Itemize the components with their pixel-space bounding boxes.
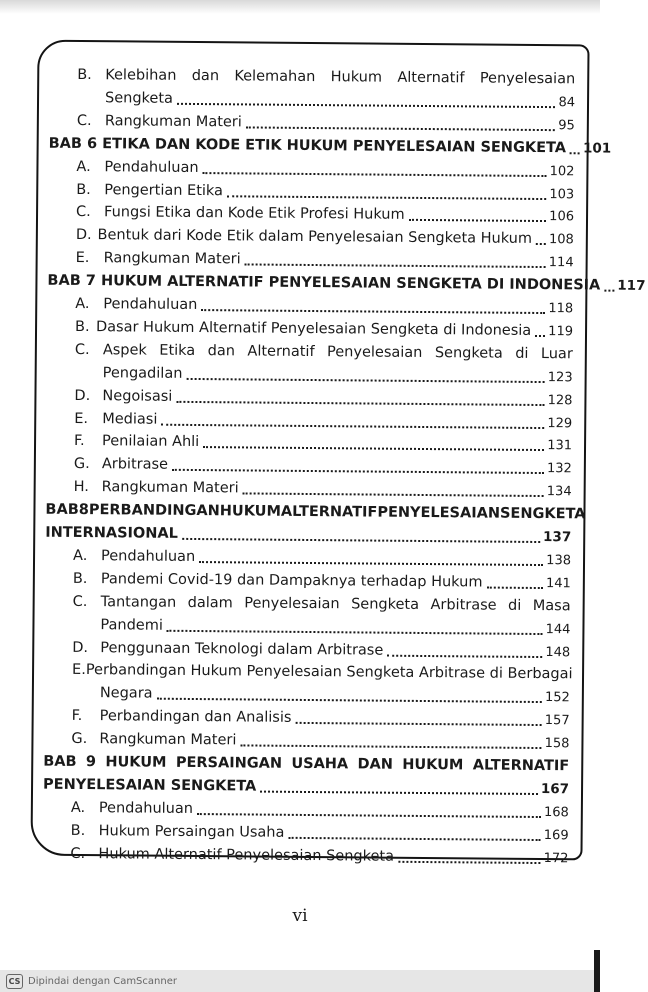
toc-title-word: Kelemahan: [234, 68, 316, 86]
toc-title-word: ALTERNATIF: [280, 503, 378, 521]
toc-title-word: Luar: [540, 345, 573, 363]
toc-entry-letter: A.: [70, 799, 86, 816]
toc-title-word: Alternatif: [247, 343, 315, 360]
toc-dot-leader: [246, 126, 555, 131]
toc-page-number: 132: [546, 461, 572, 477]
toc-title-word: BAB: [45, 501, 79, 519]
toc-dot-leader: [535, 335, 545, 337]
toc-entry-title: Rangkuman Materi: [101, 479, 239, 497]
toc-page-number: 118: [548, 301, 574, 317]
toc-title-word: di: [508, 597, 522, 614]
toc-dot-leader: [227, 195, 546, 200]
toc-page-number: 102: [549, 163, 575, 179]
toc-entry-title: Pendahuluan: [104, 158, 199, 176]
toc-dot-leader: [387, 654, 542, 657]
toc-title-word: SENGKETA: [499, 505, 586, 523]
toc-entry-title: Negara: [99, 685, 153, 702]
toc-entry-title: Rangkuman Materi: [104, 112, 242, 131]
toc-dot-leader: [536, 243, 546, 245]
toc-page-number: 167: [540, 780, 570, 798]
toc-dot-leader: [240, 744, 541, 749]
toc-dot-leader: [604, 290, 614, 292]
toc-title-word: di: [515, 345, 529, 362]
toc-title-word: 9: [85, 754, 97, 771]
toc-entry-title: Pendahuluan: [103, 296, 198, 314]
scanner-footer: [0, 970, 600, 992]
toc-entry-title: Perbandingan Hukum Penyelesaian Sengketa Arbitrase di Berbagai: [85, 662, 573, 683]
toc-title-word: HUKUM: [105, 754, 167, 771]
toc-entry-title: Rangkuman Materi: [103, 250, 241, 268]
toc-entry-letter: D.: [72, 639, 89, 656]
toc-entry-title: Penggunaan Teknologi dalam Arbitrase: [100, 639, 384, 659]
toc-title-word: Arbitrase: [430, 596, 497, 614]
toc-entry-letter: B.: [77, 66, 92, 84]
toc-page-number: 84: [558, 95, 576, 111]
toc-page-number: 131: [547, 438, 573, 454]
toc-page-number: 138: [546, 552, 572, 569]
toc-entry-letter: E.: [74, 410, 89, 427]
toc-page-number: 114: [548, 255, 574, 271]
toc-page-number: 129: [547, 415, 573, 431]
toc-chapter-title: BAB 7 HUKUM ALTERNATIF PENYELESAIAN SENGKETA DI INDONESIA: [47, 272, 601, 294]
toc-entry-title: Arbitrase: [101, 456, 169, 474]
toc-page-number: 157: [544, 713, 570, 729]
toc-dot-leader: [203, 172, 547, 177]
toc-entry-title: Mediasi: [102, 410, 158, 428]
toc-title-word: Sengketa: [434, 344, 503, 362]
toc-title-word: Penyelesaian: [244, 595, 340, 612]
toc-entry-letter: G.: [73, 456, 90, 473]
toc-dot-leader: [486, 586, 543, 588]
toc-dot-leader: [201, 309, 545, 314]
toc-entry-row: [42, 842, 568, 870]
toc-title-word: Hukum: [330, 69, 383, 86]
toc-title-word: HUKUM: [402, 756, 464, 774]
toc-dot-leader: [177, 103, 556, 108]
scanner-watermark-text: Dipindai dengan CamScanner: [28, 975, 177, 987]
toc-entry-title: Pandemi: [100, 616, 163, 634]
toc-page-number: 117: [617, 277, 646, 295]
toc-dot-leader: [409, 219, 547, 222]
table-of-contents: [30, 42, 646, 866]
toc-title-word: ALTERNATIF: [472, 757, 570, 775]
toc-page-number: 108: [548, 232, 574, 248]
toc-dot-leader: [295, 722, 541, 726]
toc-title-word: Aspek: [102, 341, 147, 359]
toc-page-number: 128: [547, 392, 573, 408]
toc-page-number: 169: [543, 827, 569, 843]
toc-chapter-title: INTERNASIONAL: [45, 524, 178, 542]
toc-entry-letter: A.: [72, 547, 88, 564]
toc-title-word: Penyelesaian: [327, 343, 423, 361]
toc-entry-letter: C.: [74, 341, 90, 358]
toc-chapter-title: BAB 6 ETIKA DAN KODE ETIK HUKUM PENYELESAIAN SENGKETA: [48, 135, 567, 156]
toc-page-number: 152: [544, 690, 570, 706]
toc-dot-leader: [203, 446, 544, 451]
toc-title-word: Kelebihan: [105, 67, 177, 84]
toc-dot-leader: [182, 538, 540, 543]
toc-page-number: 172: [543, 850, 569, 866]
toc-entry-title: Bentuk dari Kode Etik dalam Penyelesaian Sengketa Hukum: [97, 227, 533, 248]
toc-entry-letter: C.: [72, 593, 88, 610]
page-number: vi: [292, 906, 308, 926]
toc-entry-title: Pengadilan: [102, 364, 183, 382]
toc-entry-letter: C.: [70, 845, 86, 862]
toc-entry-title: Negoisasi: [102, 387, 173, 405]
toc-page-number: 103: [549, 186, 575, 202]
toc-title-word: Masa: [532, 597, 571, 614]
page-top-edge: [0, 0, 600, 14]
toc-entry-letter: A.: [76, 158, 91, 175]
toc-dot-leader: [398, 860, 541, 863]
toc-page-number: 141: [545, 575, 571, 592]
toc-page-number: 168: [543, 804, 569, 821]
toc-dot-leader: [245, 264, 546, 269]
toc-entry-letter: B.: [72, 570, 88, 587]
toc-page-number: 123: [547, 369, 573, 385]
toc-dot-leader: [199, 561, 543, 566]
toc-dot-leader: [167, 629, 543, 634]
toc-dot-leader: [197, 813, 541, 818]
toc-dot-leader: [260, 790, 538, 794]
toc-entry-letter: A.: [75, 295, 90, 313]
toc-page-number: 158: [544, 736, 570, 752]
toc-entry-letter: B.: [70, 822, 86, 839]
toc-dot-leader: [243, 493, 544, 498]
toc-page-number: 101: [582, 140, 612, 157]
toc-title-word: PERBANDINGAN: [88, 502, 220, 520]
toc-entry-title: Dasar Hukum Alternatif Penyelesaian Sengketa di Indonesia: [95, 319, 532, 339]
toc-page-number: 106: [549, 209, 575, 225]
toc-title-word: dan: [207, 342, 236, 360]
toc-entry-letter: C.: [75, 204, 91, 221]
toc-entry-letter: C.: [76, 112, 92, 129]
toc-title-word: HUKUM: [219, 503, 281, 520]
toc-page-number: 119: [548, 323, 574, 340]
toc-title-word: dalam: [187, 594, 233, 612]
toc-title-word: Penyelesaian: [479, 70, 576, 88]
toc-entry-letter: H.: [73, 479, 90, 496]
toc-entry-letter: B.: [76, 181, 91, 198]
toc-dot-leader: [172, 469, 544, 474]
toc-entry-title: Pandemi Covid-19 dan Dampaknya terhadap Hukum: [100, 570, 483, 591]
toc-dot-leader: [288, 837, 540, 841]
toc-entry-title: Pendahuluan: [100, 548, 196, 565]
toc-entry-title: Pendahuluan: [98, 799, 194, 817]
toc-entry-letter: D.: [75, 227, 92, 244]
toc-dot-leader: [161, 423, 544, 428]
toc-page-number: 137: [542, 529, 572, 546]
toc-page-number: 95: [558, 117, 575, 134]
toc-title-word: DAN: [357, 756, 394, 773]
toc-entry-title: Hukum Persaingan Usaha: [98, 822, 285, 841]
toc-entry-title: Pengertian Etika: [104, 181, 224, 199]
toc-title-word: Sengketa: [351, 596, 420, 613]
toc-entry-letter: B.: [74, 318, 90, 335]
toc-title-word: Etika: [159, 342, 196, 359]
toc-title-word: PERSAINGAN: [175, 754, 283, 772]
toc-entry-title: Perbandingan dan Analisis: [99, 708, 292, 727]
toc-title-word: BAB: [43, 753, 77, 770]
toc-page-number: 144: [545, 621, 571, 637]
toc-entry-title: Fungsi Etika dan Kode Etik Profesi Hukum: [103, 204, 405, 224]
toc-entry-title: Sengketa: [104, 90, 174, 107]
toc-title-word: Alternatif: [397, 69, 465, 87]
toc-dot-leader: [186, 378, 544, 383]
toc-dot-leader: [570, 152, 580, 154]
toc-page-number: 134: [546, 484, 572, 500]
page-right-edge: [594, 950, 600, 992]
toc-entry-title: Penilaian Ahli: [101, 433, 200, 451]
toc-entry-title: Hukum Alternatif Penyelesaian Sengketa: [98, 845, 395, 865]
toc-entry-letter: E.: [75, 250, 90, 267]
toc-entry-letter: F.: [73, 433, 85, 450]
toc-dot-leader: [176, 400, 544, 405]
toc-title-word: USAHA: [291, 755, 349, 773]
toc-title-word: 8: [78, 502, 89, 519]
toc-title-word: dan: [191, 67, 220, 85]
toc-title-word: Tantangan: [100, 593, 177, 611]
toc-chapter-title: PENYELESAIAN SENGKETA: [43, 776, 257, 795]
toc-entry-title: Rangkuman Materi: [99, 731, 237, 749]
toc-title-word: PENYELESAIAN: [377, 504, 501, 522]
toc-entry-letter: E.: [71, 662, 86, 679]
toc-entry-letter: D.: [74, 387, 91, 404]
toc-dot-leader: [157, 698, 542, 703]
toc-entry-letter: F.: [71, 708, 83, 725]
toc-page-number: 148: [545, 644, 571, 660]
camscanner-logo-icon: CS: [6, 974, 23, 989]
toc-entry-letter: G.: [71, 731, 88, 748]
